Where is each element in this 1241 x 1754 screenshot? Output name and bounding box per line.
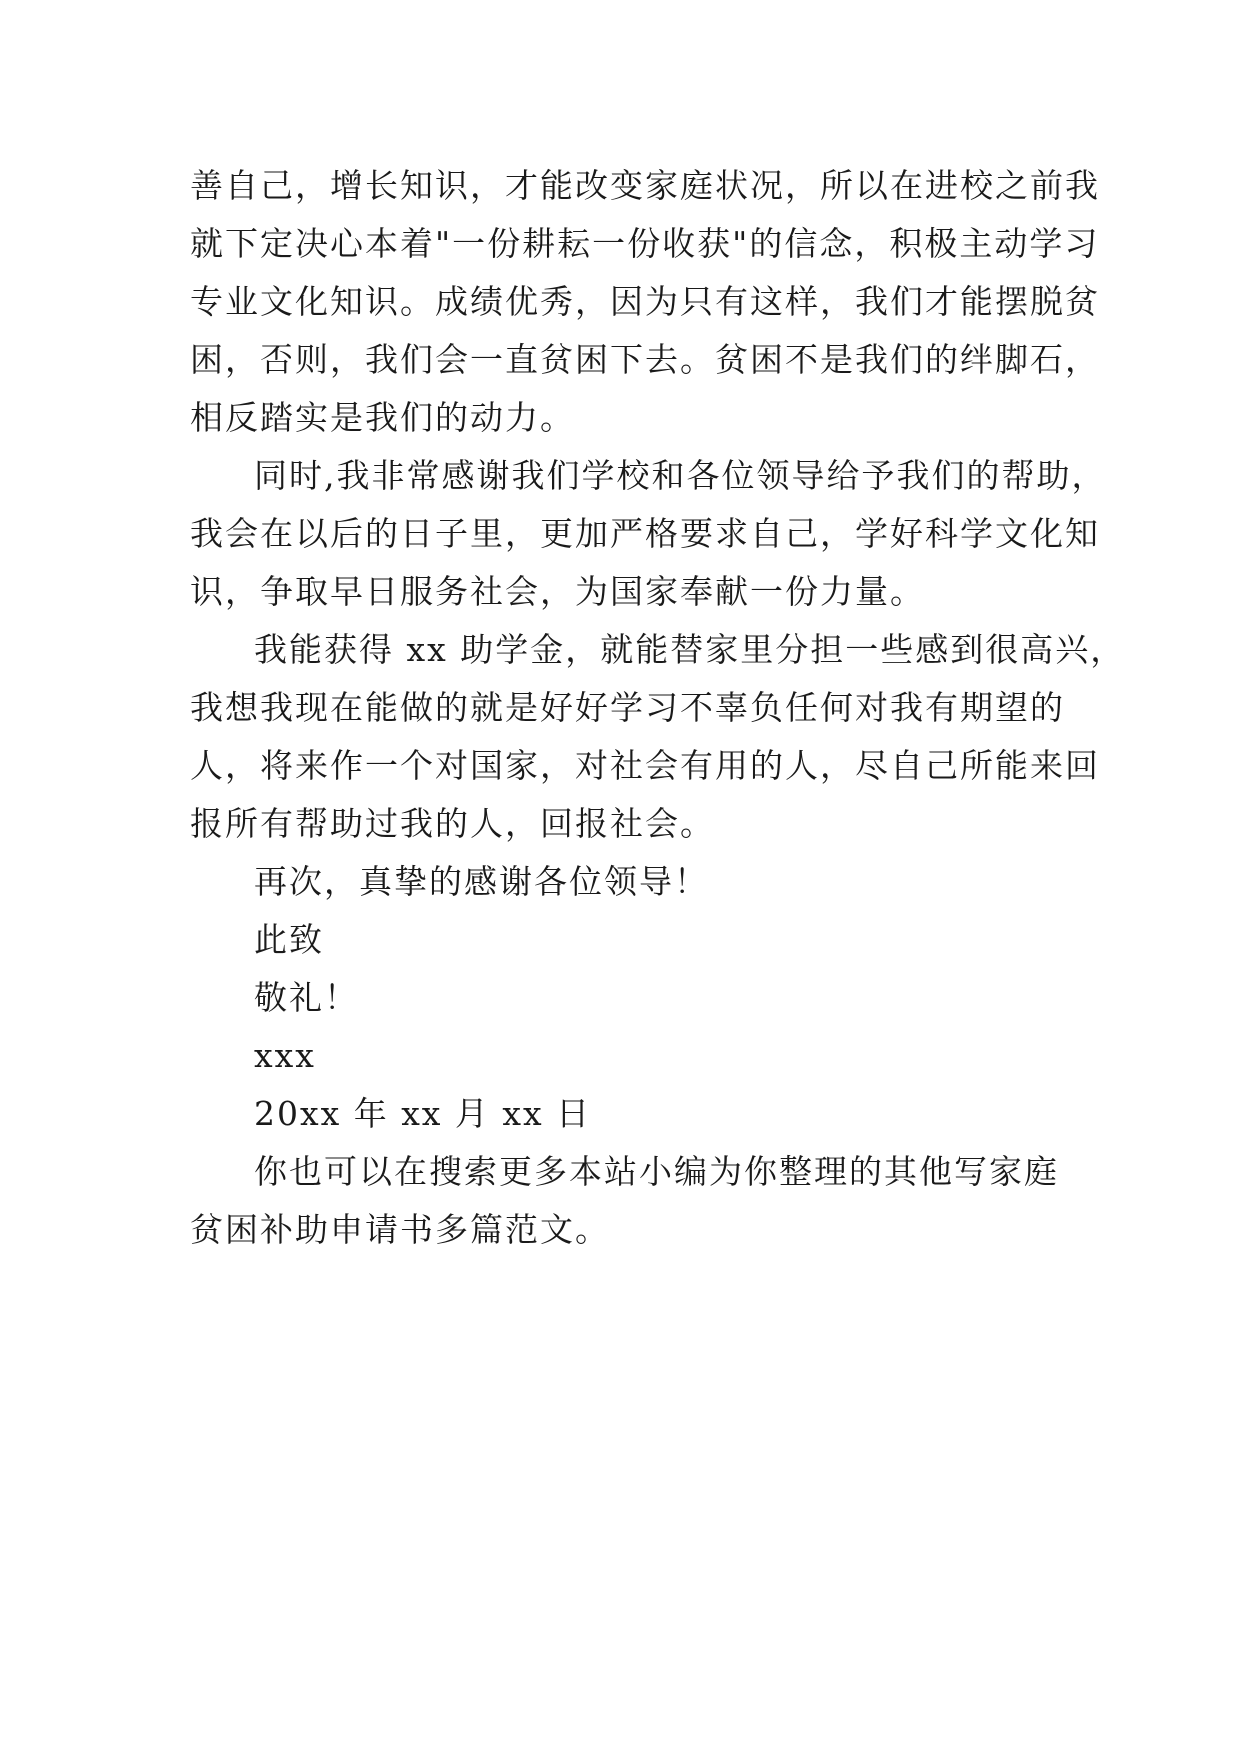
text-line: 专业文化知识。成绩优秀，因为只有这样，我们才能摆脱贫 — [190, 282, 1100, 321]
text-line: 困，否则，我们会一直贫困下去。贫困不是我们的绊脚石， — [190, 340, 1100, 379]
paragraph-start-line: 你也可以在搜索更多本站小编为你整理的其他写家庭 — [254, 1152, 1059, 1191]
text-line: 报所有帮助过我的人，回报社会。 — [190, 804, 715, 843]
paragraph-start-line: 同时,我非常感谢我们学校和各位领导给予我们的帮助， — [254, 456, 1107, 495]
text-line: 相反踏实是我们的动力。 — [190, 398, 575, 437]
text-line: 贫困补助申请书多篇范文。 — [190, 1210, 610, 1249]
text-line: 识，争取早日服务社会，为国家奉献一份力量。 — [190, 572, 925, 611]
text-line: 就下定决心本着"一份耕耘一份收获"的信念，积极主动学习 — [190, 224, 1100, 263]
text-line: 善自己，增长知识，才能改变家庭状况，所以在进校之前我 — [190, 166, 1100, 205]
salutation-closing: 敬礼！ — [254, 978, 359, 1017]
text-line: 我会在以后的日子里，更加严格要求自己，学好科学文化知 — [190, 514, 1100, 553]
text-line: 人，将来作一个对国家，对社会有用的人，尽自己所能来回 — [190, 746, 1100, 785]
salutation: 此致 — [254, 920, 324, 959]
signature-name: xxx — [254, 1036, 316, 1075]
paragraph-start-line: 我能获得 xx 助学金，就能替家里分担一些感到很高兴， — [254, 630, 1126, 669]
closing-thanks: 再次，真挚的感谢各位领导！ — [254, 862, 709, 901]
signature-date: 20xx 年 xx 月 xx 日 — [254, 1094, 592, 1133]
text-line: 我想我现在能做的就是好好学习不辜负任何对我有期望的 — [190, 688, 1065, 727]
